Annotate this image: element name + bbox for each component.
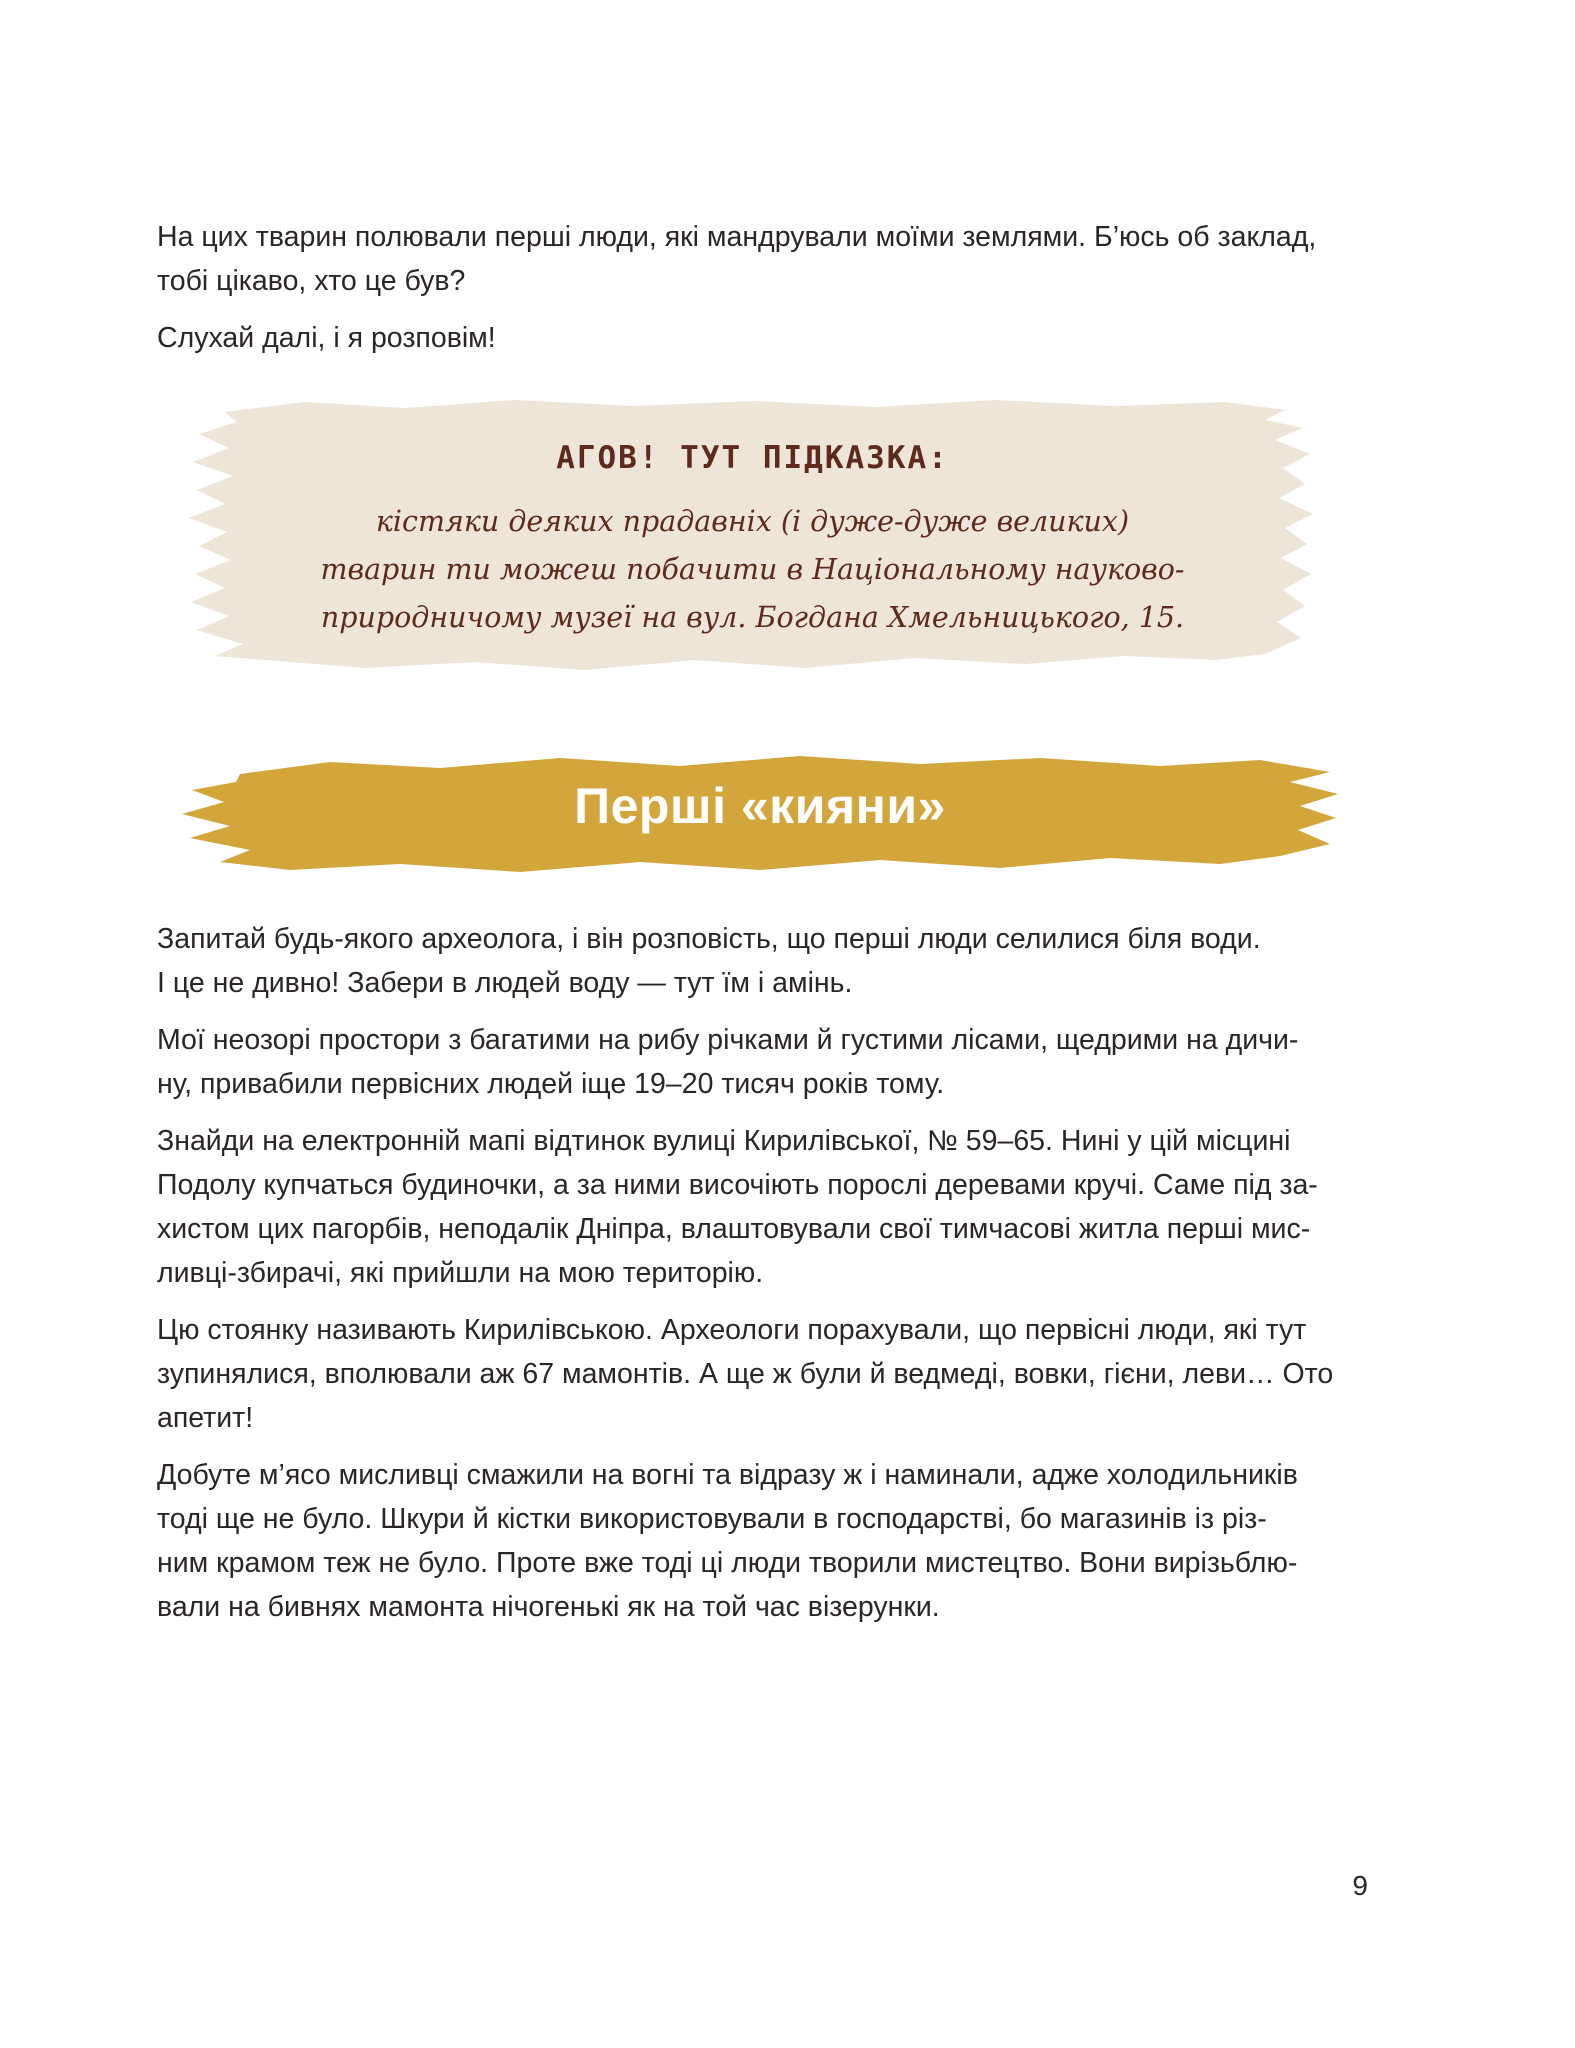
hint-box — [185, 398, 1320, 678]
text-line: зупинялися, вполювали аж 67 мамонтів. А ще ж були й ведмеді, вовки, гієни, леви… Ото — [157, 1358, 1334, 1390]
text-line: Знайди на електронній мапі відтинок вулиці Кирилівської, № 59–65. Нині у цій місцині — [157, 1125, 1291, 1157]
text-line: ним крамом теж не було. Проте вже тоді ці люди творили мистецтво. Вони вирізьблю- — [157, 1547, 1298, 1579]
text-line: ливці-збирачі, які прийшли на мою територію. — [157, 1257, 764, 1289]
text-line: І це не дивно! Забери в людей воду — тут їм і амінь. — [157, 967, 853, 999]
section-title: Перші «кияни» — [574, 778, 946, 834]
text-line: апетит! — [157, 1402, 254, 1434]
text-line: ну, привабили первісних людей іще 19–20 тисяч років тому. — [157, 1068, 945, 1100]
text-line: На цих тварин полювали перші люди, які мандрували моїми землями. Б’юсь об заклад, — [157, 221, 1317, 253]
text-line: тобі цікаво, хто це був? — [157, 265, 466, 297]
section-heading-banner — [180, 752, 1340, 882]
text-line: Цю стоянку називають Кирилівською. Археологи порахували, що первісні люди, які тут — [157, 1314, 1307, 1346]
body-paragraph-3 — [157, 1119, 1357, 1295]
text-line: Запитай будь-якого археолога, і він розповість, що перші люди селилися біля води. — [157, 923, 1261, 955]
body-paragraph-2 — [157, 1018, 1357, 1106]
page-number: 9 — [1352, 1870, 1368, 1901]
body-paragraph-1 — [157, 917, 1357, 1005]
text-line: хистом цих пагорбів, неподалік Дніпра, влаштовували свої тимчасові житла перші мис- — [157, 1213, 1311, 1245]
body-paragraph-4 — [157, 1308, 1357, 1440]
text-line: Добуте м’ясо мисливці смажили на вогні та відразу ж і наминали, адже холодильників — [157, 1459, 1298, 1491]
intro-paragraph-2 — [157, 316, 1357, 360]
text-line: вали на бивнях мамонта нічогенькі як на той час візерунки. — [157, 1591, 940, 1623]
body-paragraph-5 — [157, 1453, 1357, 1629]
hint-line: кістяки деяких прадавніх (і дуже-дуже великих) — [375, 505, 1130, 538]
intro-paragraph-1 — [157, 215, 1377, 303]
hint-text — [185, 498, 1320, 642]
hint-line: тварин ти можеш побачити в Національному науково- — [320, 553, 1185, 586]
text-line: тоді ще не було. Шкури й кістки використовували в господарстві, бо магазинів із різ- — [157, 1503, 1267, 1535]
hint-title: АГОВ! ТУТ ПІДКАЗКА: — [556, 440, 949, 476]
text-line: Слухай далі, і я розповім! — [157, 322, 496, 354]
text-line: Мої неозорі простори з багатими на рибу річками й густими лісами, щедрими на дичи- — [157, 1024, 1299, 1056]
text-line: Подолу купчаться будиночки, а за ними височіють порослі деревами кручі. Саме під за- — [157, 1169, 1318, 1201]
hint-line: природничому музеї на вул. Богдана Хмельницького, 15. — [320, 601, 1185, 634]
